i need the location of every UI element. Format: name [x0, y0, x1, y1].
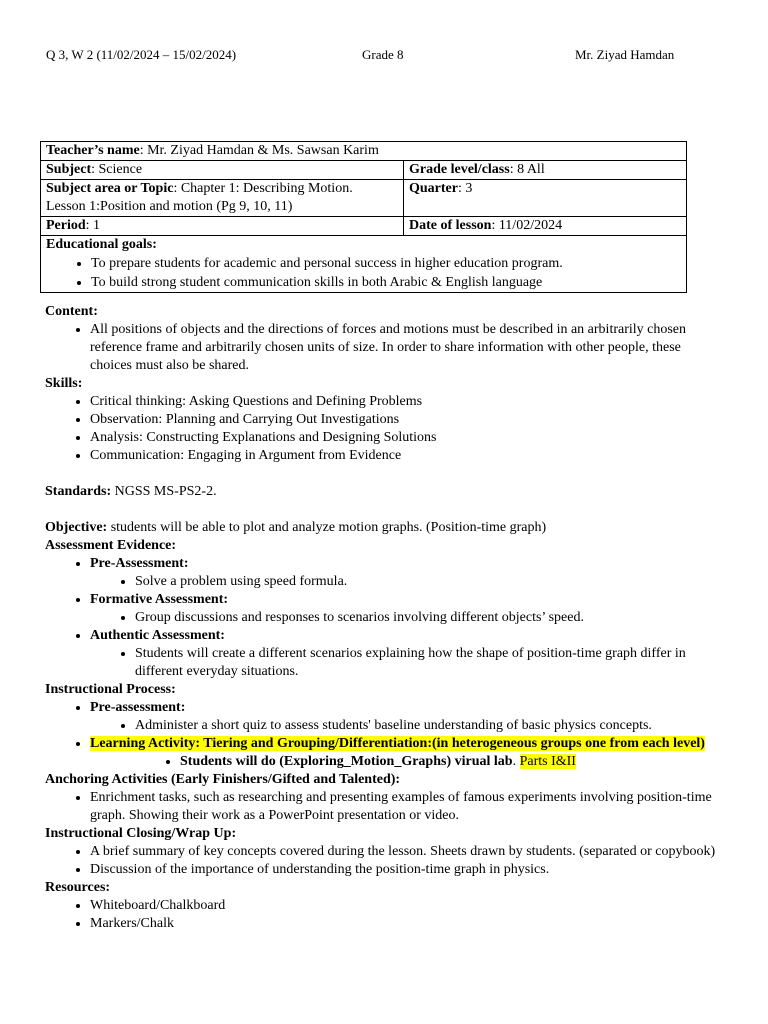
lesson-body [45, 303, 725, 933]
list-item: • Enrichment tasks, such as researching and presenting examples of famous experiments involving position-time graph. Showing their work as a PowerPoint presentation or video. [90, 789, 725, 825]
content-heading: Content: [45, 304, 98, 319]
quarter-cell [404, 180, 687, 217]
teacher-label: Teacher’s name [46, 143, 140, 158]
date-cell [404, 217, 687, 236]
list-item [180, 753, 725, 771]
goals-list [46, 254, 681, 292]
list-item: • Administer a short quiz to assess students' baseline understanding of basic physics concepts. [135, 717, 725, 735]
list-item: • All positions of objects and the directions of forces and motions must be described in an arbitrarily chosen reference frame and arbitrarily chosen units of size. In order to share information with other people, these choices must also be shared. [90, 321, 725, 375]
teacher-value: : Mr. Ziyad Hamdan & Ms. Sawsan Karim [139, 143, 379, 158]
objective-line [45, 519, 725, 537]
instructional-heading: Instructional Process: [45, 682, 176, 697]
resources-heading: Resources: [45, 880, 111, 895]
lab-activity: Students will do (Exploring_Motion_Graphs) virual lab [180, 754, 513, 769]
lab-period: . [512, 754, 517, 769]
table-row [41, 161, 687, 180]
objective-value: students will be able to plot and analyze motion graphs. (Position-time graph) [107, 520, 547, 535]
subject-label: Subject [46, 162, 92, 177]
teacher-heading: Mr. Ziyad Hamdan [575, 47, 675, 62]
topic-cell [41, 180, 404, 217]
lab-list [45, 753, 725, 771]
list-item: • To build strong student communication skills in both Arabic & English language [91, 273, 681, 292]
skills-heading: Skills: [45, 376, 83, 391]
pre-assessment-step-label: Pre-assessment: [90, 700, 186, 715]
list-item: • Group discussions and responses to scenarios involving different objects’ speed. [135, 609, 725, 627]
content-list [45, 321, 725, 375]
subject-cell [41, 161, 404, 180]
list-item: • Observation: Planning and Carrying Out Investigations [90, 411, 725, 429]
learning-activity-label: Learning Activity: Tiering and Grouping/Differentiation [90, 736, 428, 751]
lesson-title: Lesson 1:Position and motion (Pg 9, 10, 11) [46, 199, 293, 214]
standards-value: NGSS MS-PS2-2. [111, 484, 217, 499]
standards-line [45, 483, 725, 501]
standards-label: Standards: [45, 484, 112, 499]
topic-label: Subject area or Topic [46, 181, 174, 196]
period-value: : 1 [85, 218, 101, 233]
learning-activity-note: :(in heterogeneous groups one from each level) [427, 736, 705, 751]
quarter-value: : 3 [457, 181, 473, 196]
table-row [41, 236, 687, 293]
anchoring-list [45, 789, 725, 825]
closing-list [45, 843, 725, 879]
page-header [46, 46, 726, 64]
list-item: • Discussion of the importance of understanding the position-time graph in physics. [90, 861, 725, 879]
goals-label: Educational goals: [46, 237, 157, 252]
list-item: • To prepare students for academic and personal success in higher education program. [91, 254, 681, 273]
lesson-info-table [40, 141, 687, 293]
list-item [90, 555, 725, 591]
list-item: • Analysis: Constructing Explanations and Designing Solutions [90, 429, 725, 447]
period-label: Period [46, 218, 86, 233]
assessment-heading: Assessment Evidence: [45, 538, 177, 553]
topic-value: : Chapter 1: Describing Motion. [173, 181, 353, 196]
list-item [90, 591, 725, 627]
grade-label: Grade level/class [409, 162, 510, 177]
teacher-cell [41, 142, 687, 161]
list-item: • Markers/Chalk [90, 915, 725, 933]
date-value: : 11/02/2024 [491, 218, 563, 233]
list-item: • Critical thinking: Asking Questions and Defining Problems [90, 393, 725, 411]
formative-assessment-label: Formative Assessment: [90, 592, 229, 607]
list-item [90, 735, 725, 753]
skills-list [45, 393, 725, 465]
list-item [90, 627, 725, 681]
period-cell [41, 217, 404, 236]
subject-value: : Science [91, 162, 143, 177]
list-item [90, 699, 725, 735]
objective-label: Objective: [45, 520, 108, 535]
week-range: Q 3, W 2 (11/02/2024 – 15/02/2024) [46, 47, 237, 62]
pre-assessment-label: Pre-Assessment: [90, 556, 189, 571]
assessment-list [45, 555, 725, 681]
grade-cell [404, 161, 687, 180]
instructional-list [45, 699, 725, 753]
table-row [41, 142, 687, 161]
authentic-assessment-label: Authentic Assessment: [90, 628, 225, 643]
goals-cell [41, 236, 687, 293]
closing-heading: Instructional Closing/Wrap Up: [45, 826, 237, 841]
anchoring-heading: Anchoring Activities (Early Finishers/Gifted and Talented): [45, 772, 401, 787]
list-item: • Whiteboard/Chalkboard [90, 897, 725, 915]
date-label: Date of lesson [409, 218, 492, 233]
list-item: • Solve a problem using speed formula. [135, 573, 725, 591]
quarter-label: Quarter [409, 181, 458, 196]
table-row [41, 217, 687, 236]
list-item: • A brief summary of key concepts covered during the lesson. Sheets drawn by students. (separated or copybook) [90, 843, 725, 861]
lab-parts: Parts I&II [519, 754, 576, 769]
grade-value: : 8 All [509, 162, 545, 177]
list-item: • Communication: Engaging in Argument from Evidence [90, 447, 725, 465]
list-item: • Students will create a different scenarios explaining how the shape of position-time graph differ in different everyday situations. [135, 645, 725, 681]
grade-heading: Grade 8 [362, 47, 404, 62]
resources-list [45, 897, 725, 933]
table-row [41, 180, 687, 217]
